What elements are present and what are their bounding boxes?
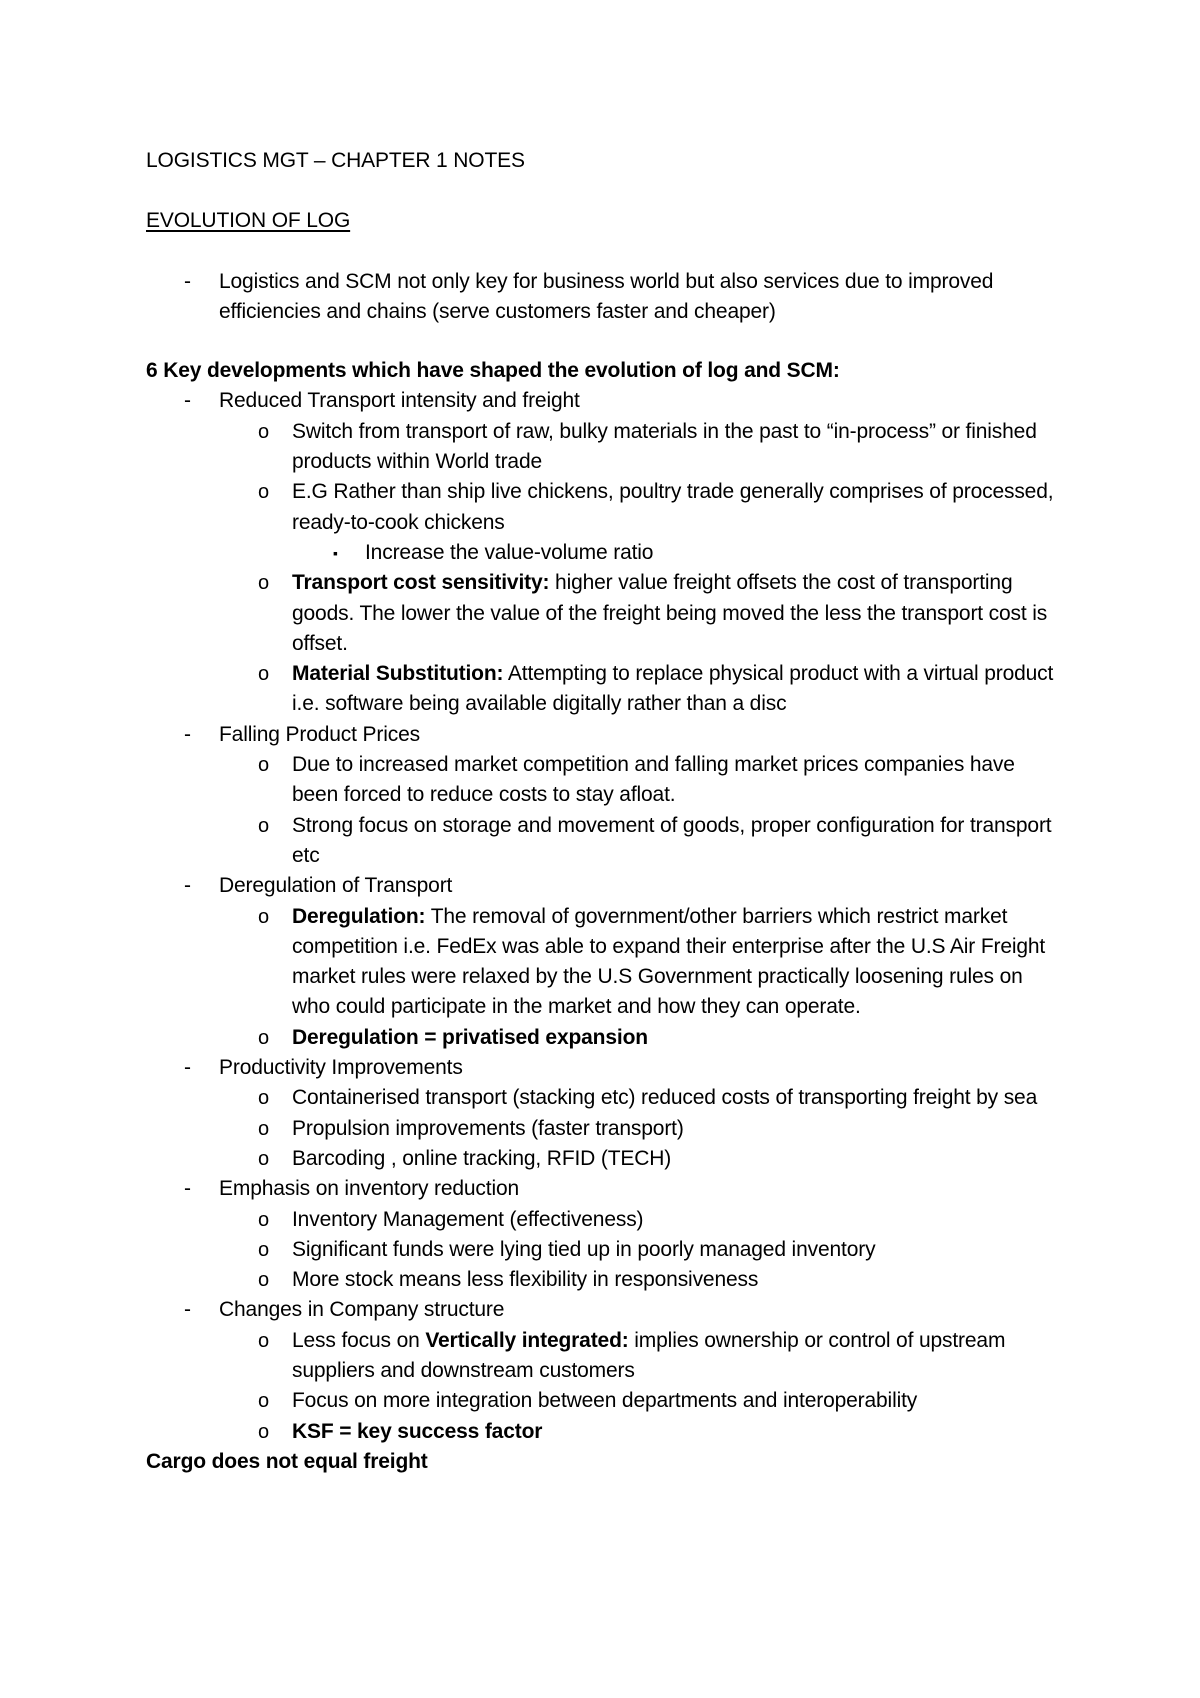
- term-label: Transport cost sensitivity:: [292, 571, 550, 595]
- sub-point: [146, 902, 1066, 1023]
- sub-point: [146, 1235, 1066, 1265]
- sub-point-text: The removal of government/other barriers which restrict market competition i.e. FedEx was able to expand their enterprise after the U.S Air Freight market rules were relaxed by the U.S Government practically loosening rules on who could participate in the market and how they can operate.: [292, 904, 1046, 1019]
- development-label: Falling Product Prices: [219, 722, 420, 746]
- circle-bullet: o: [258, 572, 269, 595]
- circle-bullet: o: [258, 1329, 269, 1352]
- development-label: Emphasis on inventory reduction: [219, 1177, 520, 1201]
- dash-bullet: -: [184, 1177, 191, 1201]
- dash-bullet: -: [184, 1056, 191, 1080]
- sub-sub-point-text: Increase the value-volume ratio: [365, 540, 654, 564]
- circle-bullet: o: [258, 1117, 269, 1140]
- circle-bullet: o: [258, 420, 269, 443]
- dash-bullet: -: [184, 269, 191, 293]
- term-label: Material Substitution:: [292, 662, 504, 686]
- circle-bullet: o: [258, 1087, 269, 1110]
- development-item: [146, 720, 1066, 750]
- circle-bullet: o: [258, 481, 269, 504]
- development-item: [146, 386, 1066, 416]
- square-bullet: ▪: [333, 544, 338, 561]
- sub-point: [146, 1386, 1066, 1416]
- sub-point-text: Inventory Management (effectiveness): [292, 1207, 644, 1231]
- development-label: Deregulation of Transport: [219, 874, 453, 898]
- circle-bullet: o: [258, 1420, 269, 1443]
- sub-point-text: Significant funds were lying tied up in poorly managed inventory: [292, 1237, 876, 1261]
- development-item: [146, 1053, 1066, 1083]
- sub-point: [146, 1144, 1066, 1174]
- development-item: [146, 1295, 1066, 1325]
- sub-point: [146, 1326, 1066, 1387]
- term-label: Deregulation = privatised expansion: [292, 1025, 648, 1049]
- dash-bullet: -: [184, 722, 191, 746]
- sub-point-text: Propulsion improvements (faster transport): [292, 1116, 684, 1140]
- sub-point: [146, 811, 1066, 872]
- sub-point: [146, 1265, 1066, 1295]
- development-label: Reduced Transport intensity and freight: [219, 389, 580, 413]
- term-label: KSF = key success factor: [292, 1419, 543, 1443]
- intro-text: Logistics and SCM not only key for business world but also services due to improved efficiencies and chains (serve customers faster and cheaper): [219, 269, 994, 323]
- intro-list: [146, 267, 1066, 328]
- sub-point-text: implies ownership or control of upstream suppliers and downstream customers: [292, 1328, 1006, 1382]
- dash-bullet: -: [184, 389, 191, 413]
- circle-bullet: o: [258, 1208, 269, 1231]
- closing-note: Cargo does not equal freight: [146, 1449, 428, 1473]
- development-label: Changes in Company structure: [219, 1298, 505, 1322]
- circle-bullet: o: [258, 1269, 269, 1292]
- document-body: [146, 146, 1066, 1477]
- list-item: [146, 267, 1066, 328]
- development-item: [146, 1174, 1066, 1204]
- circle-bullet: o: [258, 663, 269, 686]
- sub-point-text: Switch from transport of raw, bulky materials in the past to “in-process” or finished products within World trade: [292, 419, 1037, 474]
- document-title: LOGISTICS MGT – CHAPTER 1 NOTES: [146, 149, 525, 172]
- term-label: Vertically integrated:: [425, 1328, 629, 1352]
- development-label: Productivity Improvements: [219, 1056, 463, 1080]
- circle-bullet: o: [258, 1238, 269, 1261]
- sub-point: [146, 1083, 1066, 1113]
- sub-point: [146, 417, 1066, 478]
- sub-point: [146, 1417, 1066, 1447]
- sub-point-text: Containerised transport (stacking etc) reduced costs of transporting freight by sea: [292, 1086, 1038, 1110]
- development-item: [146, 871, 1066, 901]
- sub-point-text: Strong focus on storage and movement of goods, proper configuration for transport etc: [292, 813, 1052, 867]
- circle-bullet: o: [258, 1147, 269, 1170]
- sub-point-text: Barcoding , online tracking, RFID (TECH): [292, 1146, 672, 1170]
- sub-point-prefix: Less focus on: [292, 1328, 426, 1352]
- sub-sub-point: [146, 538, 1066, 568]
- dash-bullet: -: [184, 874, 191, 898]
- sub-point-text: Focus on more integration between departments and interoperability: [292, 1389, 918, 1413]
- sub-point-text: higher value freight offsets the cost of transporting goods. The lower the value of the freight being moved the less the transport cost is offset.: [292, 571, 1048, 655]
- sub-point: [146, 659, 1066, 720]
- sub-point: [146, 1205, 1066, 1235]
- term-label: Deregulation:: [292, 904, 426, 928]
- circle-bullet: o: [258, 814, 269, 837]
- sub-point: [146, 1114, 1066, 1144]
- sub-point: [146, 477, 1066, 538]
- sub-point: [146, 568, 1066, 659]
- dash-bullet: -: [184, 1298, 191, 1322]
- sub-point-text: E.G Rather than ship live chickens, poultry trade generally comprises of processed, ready-to-cook chickens: [292, 480, 1054, 534]
- sub-point-text: Due to increased market competition and falling market prices companies have been forced to reduce costs to stay afloat.: [292, 753, 1015, 807]
- circle-bullet: o: [258, 905, 269, 928]
- sub-point-text: More stock means less flexibility in responsiveness: [292, 1268, 759, 1292]
- circle-bullet: o: [258, 1390, 269, 1413]
- section-heading: EVOLUTION OF LOG: [146, 209, 351, 233]
- sub-point-text: Attempting to replace physical product with a virtual product i.e. software being available digitally rather than a disc: [292, 662, 1054, 716]
- circle-bullet: o: [258, 1026, 269, 1049]
- circle-bullet: o: [258, 754, 269, 777]
- key-developments-heading: 6 Key developments which have shaped the evolution of log and SCM:: [146, 359, 840, 383]
- sub-point: [146, 1023, 1066, 1053]
- sub-point: [146, 750, 1066, 811]
